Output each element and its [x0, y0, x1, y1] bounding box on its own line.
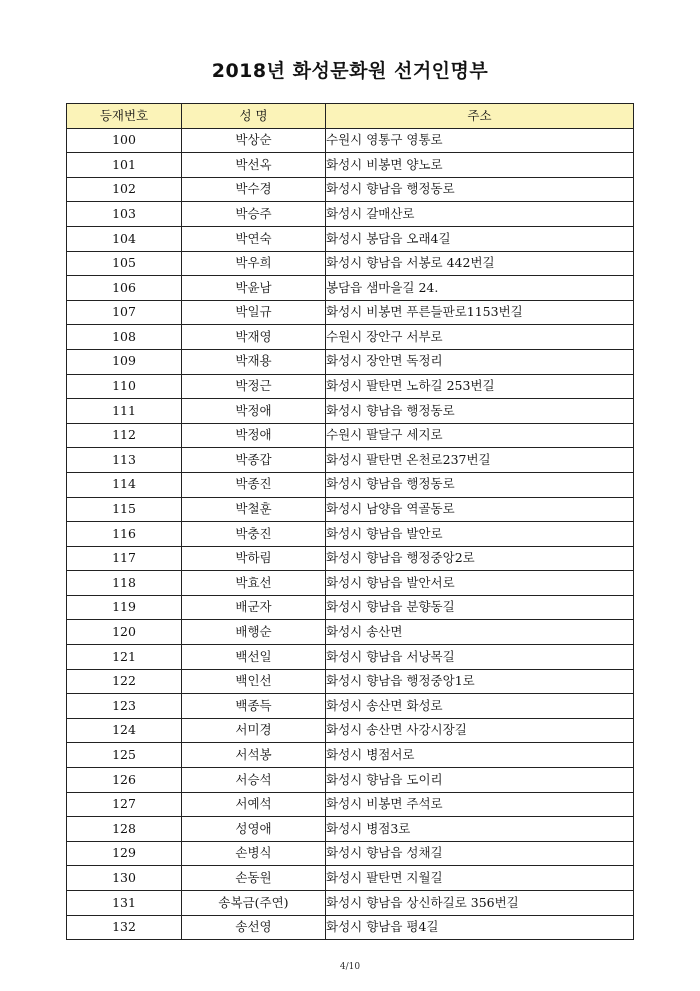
header-name: 성 명: [182, 104, 326, 129]
table-row: [67, 300, 634, 325]
name-cell: 백선일: [182, 645, 326, 670]
name-cell: 배행순: [182, 620, 326, 645]
name-cell: 박철훈: [182, 497, 326, 522]
table-row: [67, 177, 634, 202]
address-cell: 화성시 송산면 사강시장길: [326, 718, 634, 743]
name-cell: 박선옥: [182, 153, 326, 178]
address-cell: 화성시 향남읍 서봉로 442번길: [326, 251, 634, 276]
table-row: [67, 718, 634, 743]
registration-number-cell: 110: [67, 374, 182, 399]
name-cell: 박하림: [182, 546, 326, 571]
registration-number-cell: 119: [67, 595, 182, 620]
page-number: 4/10: [339, 962, 361, 972]
address-cell: 화성시 향남읍 분향동길: [326, 595, 634, 620]
name-cell: 손동원: [182, 866, 326, 891]
address-cell: 화성시 향남읍 행정동로: [326, 177, 634, 202]
table-row: [67, 694, 634, 719]
registration-number-cell: 107: [67, 300, 182, 325]
table-row: [67, 645, 634, 670]
registration-number-cell: 105: [67, 251, 182, 276]
name-cell: 박연숙: [182, 226, 326, 251]
name-cell: 박우희: [182, 251, 326, 276]
table-row: [67, 571, 634, 596]
registration-number-cell: 123: [67, 694, 182, 719]
address-cell: 수원시 팔달구 세지로: [326, 423, 634, 448]
registration-number-cell: 100: [67, 128, 182, 153]
address-cell: 수원시 장안구 서부로: [326, 325, 634, 350]
name-cell: 박수경: [182, 177, 326, 202]
name-cell: 백종득: [182, 694, 326, 719]
table-row: [67, 128, 634, 153]
registration-number-cell: 117: [67, 546, 182, 571]
address-cell: 수원시 영통구 영통로: [326, 128, 634, 153]
address-cell: 화성시 향남읍 발안서로: [326, 571, 634, 596]
table-row: [67, 620, 634, 645]
address-cell: 화성시 향남읍 행정중앙2로: [326, 546, 634, 571]
address-cell: 화성시 봉담읍 오래4길: [326, 226, 634, 251]
registration-number-cell: 112: [67, 423, 182, 448]
address-cell: 화성시 송산면 화성로: [326, 694, 634, 719]
registration-number-cell: 114: [67, 472, 182, 497]
table-row: [67, 497, 634, 522]
address-cell: 화성시 팔탄면 노하길 253번길: [326, 374, 634, 399]
address-cell: 화성시 장안면 독정리: [326, 349, 634, 374]
name-cell: 송복금(주연): [182, 891, 326, 916]
address-cell: 화성시 팔탄면 지월길: [326, 866, 634, 891]
registration-number-cell: 113: [67, 448, 182, 473]
name-cell: 송선영: [182, 915, 326, 940]
registration-number-cell: 115: [67, 497, 182, 522]
name-cell: 손병식: [182, 841, 326, 866]
registration-number-cell: 130: [67, 866, 182, 891]
table-row: [67, 595, 634, 620]
registration-number-cell: 118: [67, 571, 182, 596]
table-row: [67, 251, 634, 276]
address-cell: 화성시 남양읍 역골동로: [326, 497, 634, 522]
address-cell: 화성시 송산면: [326, 620, 634, 645]
document-title: 2018년 화성문화원 선거인명부: [211, 60, 489, 82]
name-cell: 박일규: [182, 300, 326, 325]
header-address: 주소: [326, 104, 634, 129]
table-row: [67, 669, 634, 694]
registration-number-cell: 116: [67, 522, 182, 547]
address-cell: 화성시 비봉면 주석로: [326, 792, 634, 817]
address-cell: 화성시 향남읍 행정중앙1로: [326, 669, 634, 694]
registration-number-cell: 125: [67, 743, 182, 768]
table-row: [67, 325, 634, 350]
name-cell: 박효선: [182, 571, 326, 596]
address-cell: 화성시 갈매산로: [326, 202, 634, 227]
registration-number-cell: 108: [67, 325, 182, 350]
table-row: [67, 423, 634, 448]
table-row: [67, 153, 634, 178]
registration-number-cell: 104: [67, 226, 182, 251]
name-cell: 박정근: [182, 374, 326, 399]
table-row: [67, 276, 634, 301]
address-cell: 화성시 향남읍 행정동로: [326, 472, 634, 497]
name-cell: 박정애: [182, 423, 326, 448]
address-cell: 화성시 향남읍 도이리: [326, 768, 634, 793]
name-cell: 박승주: [182, 202, 326, 227]
address-cell: 화성시 향남읍 성채길: [326, 841, 634, 866]
registration-number-cell: 126: [67, 768, 182, 793]
name-cell: 박종갑: [182, 448, 326, 473]
address-cell: 화성시 향남읍 발안로: [326, 522, 634, 547]
table-body: [67, 128, 634, 940]
registration-number-cell: 124: [67, 718, 182, 743]
name-cell: 서미경: [182, 718, 326, 743]
table-row: [67, 546, 634, 571]
table-row: [67, 915, 634, 940]
address-cell: 화성시 병점3로: [326, 817, 634, 842]
address-cell: 화성시 향남읍 평4길: [326, 915, 634, 940]
registration-number-cell: 101: [67, 153, 182, 178]
table-row: [67, 374, 634, 399]
table-header-row: [67, 104, 634, 129]
table-row: [67, 349, 634, 374]
registration-number-cell: 102: [67, 177, 182, 202]
name-cell: 박상순: [182, 128, 326, 153]
name-cell: 박충진: [182, 522, 326, 547]
table-row: [67, 866, 634, 891]
header-registration-number: 등재번호: [67, 104, 182, 129]
name-cell: 서석봉: [182, 743, 326, 768]
address-cell: 화성시 팔탄면 온천로237번길: [326, 448, 634, 473]
registration-number-cell: 109: [67, 349, 182, 374]
table-row: [67, 472, 634, 497]
address-cell: 봉담읍 샘마을길 24.: [326, 276, 634, 301]
table-row: [67, 891, 634, 916]
registration-number-cell: 120: [67, 620, 182, 645]
registration-number-cell: 122: [67, 669, 182, 694]
address-cell: 화성시 비봉면 양노로: [326, 153, 634, 178]
table-row: [67, 448, 634, 473]
table-row: [67, 743, 634, 768]
name-cell: 성영애: [182, 817, 326, 842]
name-cell: 서승석: [182, 768, 326, 793]
table-row: [67, 841, 634, 866]
name-cell: 백인선: [182, 669, 326, 694]
registration-number-cell: 129: [67, 841, 182, 866]
registration-number-cell: 127: [67, 792, 182, 817]
name-cell: 배군자: [182, 595, 326, 620]
registration-number-cell: 111: [67, 399, 182, 424]
address-cell: 화성시 향남읍 서낭목길: [326, 645, 634, 670]
table-row: [67, 768, 634, 793]
address-cell: 화성시 병점서로: [326, 743, 634, 768]
name-cell: 박윤남: [182, 276, 326, 301]
table-row: [67, 522, 634, 547]
name-cell: 박정애: [182, 399, 326, 424]
registration-number-cell: 132: [67, 915, 182, 940]
table-row: [67, 399, 634, 424]
name-cell: 박종진: [182, 472, 326, 497]
name-cell: 박재용: [182, 349, 326, 374]
registration-number-cell: 128: [67, 817, 182, 842]
address-cell: 화성시 비봉면 푸른들판로1153번길: [326, 300, 634, 325]
name-cell: 서예석: [182, 792, 326, 817]
table-row: [67, 226, 634, 251]
registration-number-cell: 131: [67, 891, 182, 916]
registration-number-cell: 121: [67, 645, 182, 670]
name-cell: 박재영: [182, 325, 326, 350]
address-cell: 화성시 향남읍 상신하길로 356번길: [326, 891, 634, 916]
table-row: [67, 202, 634, 227]
table-row: [67, 817, 634, 842]
table-row: [67, 792, 634, 817]
address-cell: 화성시 향남읍 행정동로: [326, 399, 634, 424]
voter-roster-table: [66, 103, 634, 940]
registration-number-cell: 103: [67, 202, 182, 227]
registration-number-cell: 106: [67, 276, 182, 301]
